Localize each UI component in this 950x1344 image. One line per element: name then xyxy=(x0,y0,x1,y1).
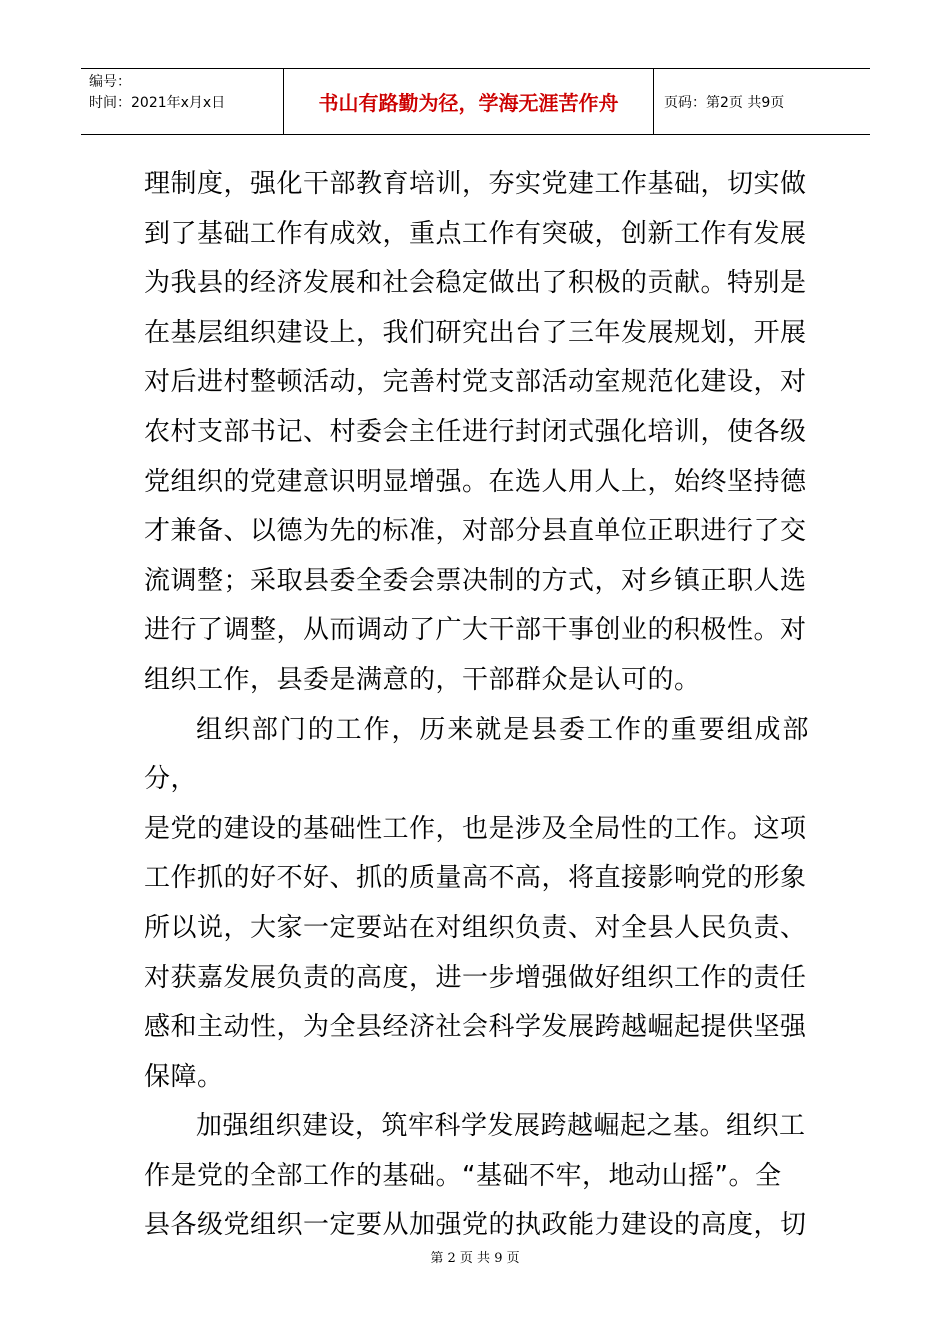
body-line: 到了基础工作有成效，重点工作有突破，创新工作有发展 xyxy=(144,218,807,249)
document-time-label: 时间：2021年x月x日 xyxy=(89,95,226,111)
page-footer: 第 2 页 共 9 页 xyxy=(430,1251,520,1266)
header-page-info: 页码：第2页 共9页 xyxy=(664,94,785,111)
body-line: 在基层组织建设上，我们研究出台了三年发展规划，开展 xyxy=(144,317,807,348)
body-line: 工作抓的好不好、抓的质量高不高，将直接影响党的形象 xyxy=(144,863,807,894)
body-line: 是党的建设的基础性工作，也是涉及全局性的工作。这项 xyxy=(144,813,807,844)
body-line: 作是党的全部工作的基础。“基础不牢，地动山摇”。全 xyxy=(144,1160,782,1191)
body-line: 组织部门的工作，历来就是县委工作的重要组成部分， xyxy=(144,714,809,795)
body-line: 理制度，强化干部教育培训，夯实党建工作基础，切实做 xyxy=(144,169,807,199)
body-line: 为我县的经济发展和社会稳定做出了积极的贡献。特别是 xyxy=(144,268,807,299)
body-line: 保障。 xyxy=(144,1061,224,1092)
body-line: 感和主动性，为全县经济社会科学发展跨越崛起提供坚强 xyxy=(144,1012,807,1043)
document-body xyxy=(144,160,809,1251)
body-line: 对后进村整顿活动，完善村党支部活动室规范化建设，对 xyxy=(144,367,807,398)
body-line: 对获嘉发展负责的高度，进一步增强做好组织工作的责任 xyxy=(144,962,807,993)
document-number-label: 编号： xyxy=(89,74,131,90)
body-line: 农村支部书记、村委会主任进行封闭式强化培训，使各级 xyxy=(144,416,807,447)
body-line: 才兼备、以德为先的标准，对部分县直单位正职进行了交 xyxy=(144,516,807,547)
header-motto: 书山有路勤为径，学海无涯苦作舟 xyxy=(284,69,654,134)
body-line: 党组织的党建意识明显增强。在选人用人上，始终坚持德 xyxy=(144,466,807,497)
body-line: 县各级党组织一定要从加强党的执政能力建设的高度，切 xyxy=(144,1210,807,1241)
body-line: 流调整；采取县委全委会票决制的方式，对乡镇正职人选 xyxy=(144,565,807,596)
header-meta xyxy=(81,69,284,134)
body-line: 所以说，大家一定要站在对组织负责、对全县人民负责、 xyxy=(144,912,807,943)
document-header xyxy=(81,68,870,135)
body-line: 组织工作，县委是满意的，干部群众是认可的。 xyxy=(144,664,701,695)
body-line: 进行了调整，从而调动了广大干部干事创业的积极性。对 xyxy=(144,615,807,646)
body-line: 加强组织建设，筑牢科学发展跨越崛起之基。组织工 xyxy=(196,1111,806,1142)
